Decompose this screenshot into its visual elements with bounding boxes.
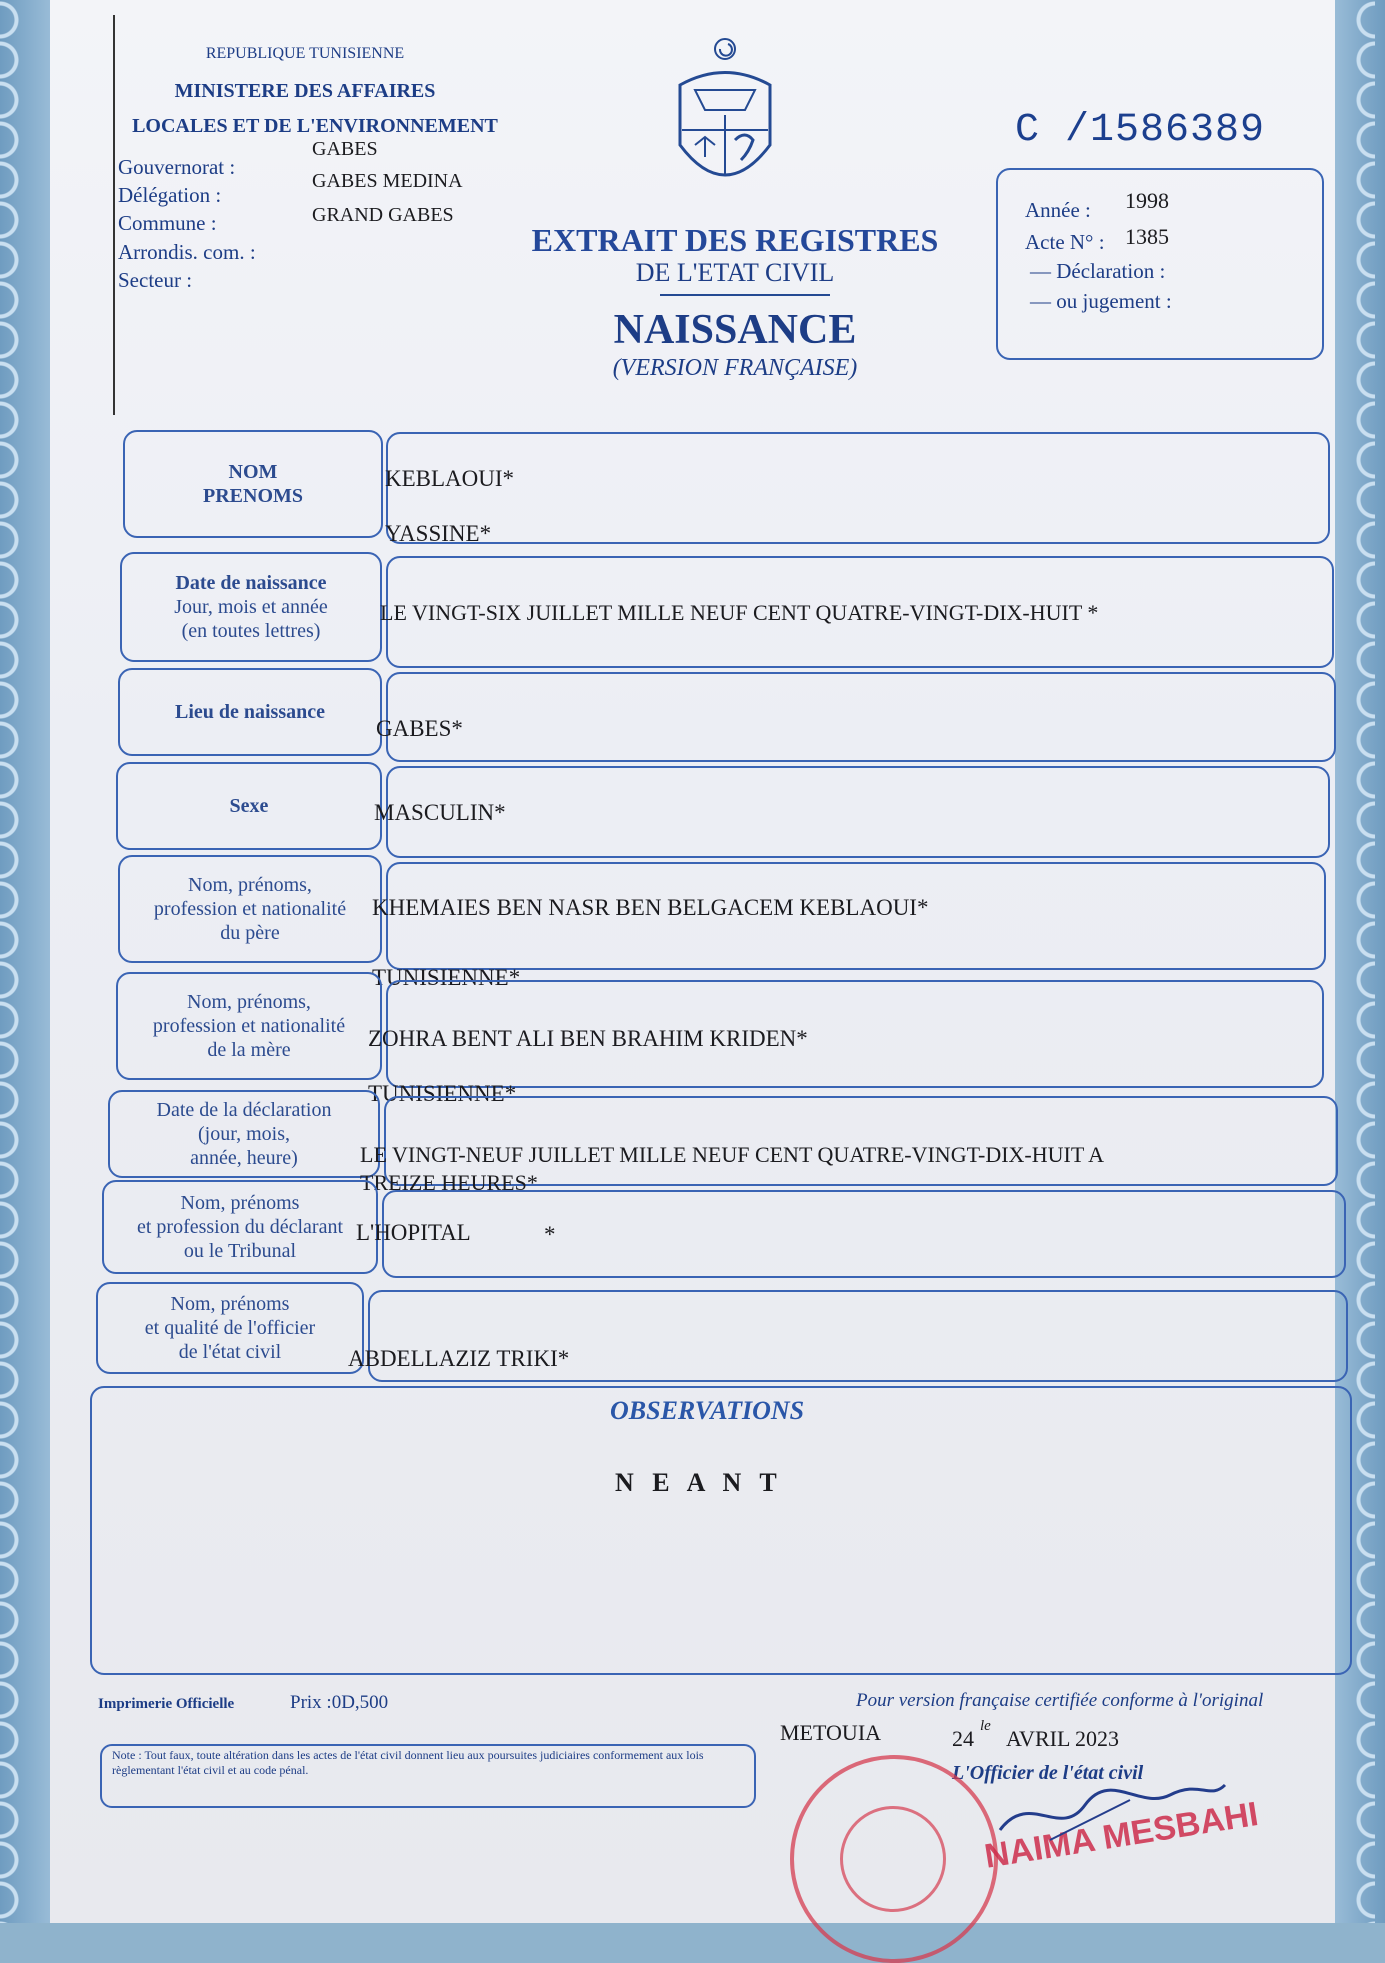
gouvernorat-label: Gouvernorat : [118,155,236,179]
acte-value: 1385 [1125,224,1169,249]
dob-label-title: Date de naissance [175,572,327,594]
date-suffix: le [980,1718,991,1734]
pere-label-3: du père [220,922,280,944]
officier-label [96,1282,364,1374]
officier-label-3: de l'état civil [178,1341,282,1363]
mere-nationality: TUNISIENNE* [368,1081,517,1106]
annee-value: 1998 [1125,188,1169,213]
arrondis-label: Arrondis. com. : [118,240,256,264]
dob-label [120,552,382,662]
lieu-field [386,672,1336,762]
title-line1: EXTRAIT DES REGISTRES [531,222,939,258]
mere-value: ZOHRA BENT ALI BEN BRAHIM KRIDEN* [368,1026,808,1051]
margin-rule [113,15,115,415]
price-label: Prix :0D,500 [290,1692,389,1713]
date-day: 24 [952,1726,974,1751]
title-naissance: NAISSANCE [613,307,857,353]
republic-label: REPUBLIQUE TUNISIENNE [205,45,405,62]
coat-of-arms-icon [670,35,780,200]
certify-label: Pour version française certifiée conforme à l'original [856,1690,1264,1711]
declarant-label-3: ou le Tribunal [183,1240,297,1262]
place-value: METOUIA [780,1720,882,1745]
observations-box [90,1386,1352,1675]
dob-label-sub1: Jour, mois et année [174,596,328,618]
pere-nationality: TUNISIENNE* [372,965,521,990]
pere-label-2: profession et nationalité [153,898,347,920]
officier-label-2: et qualité de l'officier [144,1317,316,1339]
ministry-line1: MINISTERE DES AFFAIRES [174,80,436,102]
dob-value: LE VINGT-SIX JUILLET MILLE NEUF CENT QUATRE-VINGT-DIX-HUIT * [380,600,1099,625]
declarant-star: * [544,1222,556,1247]
mere-label-2: profession et nationalité [152,1015,346,1037]
gouvernorat-value: GABES [312,138,378,160]
sexe-value: MASCULIN* [374,800,506,825]
serial-number: C /1586389 [1015,108,1266,153]
lieu-label: Lieu de naissance [118,668,382,756]
annee-label: Année : [1025,198,1091,222]
stamp-inner [840,1806,946,1912]
nom-prenoms-field [386,432,1330,544]
pere-label [118,855,382,963]
declarant-label-2: et profession du déclarant [136,1216,344,1238]
commune-label: Commune : [118,211,217,235]
mere-label [116,972,382,1080]
pere-label-1: Nom, prénoms, [188,874,312,896]
sexe-label: Sexe [116,762,382,850]
declaration-date-label-1: Date de la déclaration [156,1099,332,1121]
mere-label-3: de la mère [207,1039,291,1061]
title-version: (VERSION FRANÇAISE) [612,355,858,381]
mere-label-1: Nom, prénoms, [187,991,311,1013]
pere-value: KHEMAIES BEN NASR BEN BELGACEM KEBLAOUI* [372,895,929,920]
declarant-label-1: Nom, prénoms [180,1192,300,1214]
printer-label: Imprimerie Officielle [98,1696,235,1712]
observations-title: OBSERVATIONS [610,1396,805,1425]
officier-label-1: Nom, prénoms [170,1293,290,1315]
title-rule [660,294,830,296]
declarant-label [102,1180,378,1274]
sexe-field [386,766,1330,858]
secteur-label: Secteur : [118,268,193,292]
delegation-value: GABES MEDINA [312,170,463,192]
ministry-line2: LOCALES ET DE L'ENVIRONNEMENT [132,115,498,137]
commune-value: GRAND GABES [312,204,454,226]
legal-note: Note : Tout faux, toute altération dans les actes de l'état civil donnent lieu aux poursuites judiciaires conformement aux lois règlementant l'état civil et au code pénal. [112,1748,704,1777]
observations-value: N E A N T [615,1468,783,1497]
officer-name: NAIMA MESBAHI [981,1795,1261,1876]
title-line2: DE L'ETAT CIVIL [635,258,835,287]
declaration-label: — Déclaration : [1030,259,1166,283]
nom-value: KEBLAOUI* [385,466,515,491]
delegation-label: Délégation : [118,183,222,207]
prenoms-label: PRENOMS [203,485,303,507]
declaration-date-value-1: LE VINGT-NEUF JUILLET MILLE NEUF CENT QUATRE-VINGT-DIX-HUIT A [360,1142,1105,1167]
declaration-date-label [108,1090,380,1178]
declarant-field [382,1190,1346,1278]
dob-label-sub2: (en toutes lettres) [181,620,321,642]
nom-label: NOM [228,461,278,483]
signature-icon [990,1770,1230,1850]
officier-value: ABDELLAZIZ TRIKI* [348,1346,570,1371]
lieu-value: GABES* [376,716,463,741]
acte-label: Acte N° : [1025,230,1105,254]
declaration-date-label-2: (jour, mois, [198,1123,290,1145]
declarant-value: L'HOPITAL [356,1220,471,1245]
declaration-date-value-2: TREIZE HEURES* [360,1170,538,1195]
birth-certificate [50,0,1335,1923]
jugement-label: — ou jugement : [1030,289,1172,313]
prenoms-value: YASSINE* [385,521,492,546]
declaration-date-label-3: année, heure) [190,1147,298,1169]
officer-title: L'Officier de l'état civil [952,1762,1144,1784]
date-rest: AVRIL 2023 [1006,1726,1120,1751]
nom-prenoms-label [123,430,383,538]
